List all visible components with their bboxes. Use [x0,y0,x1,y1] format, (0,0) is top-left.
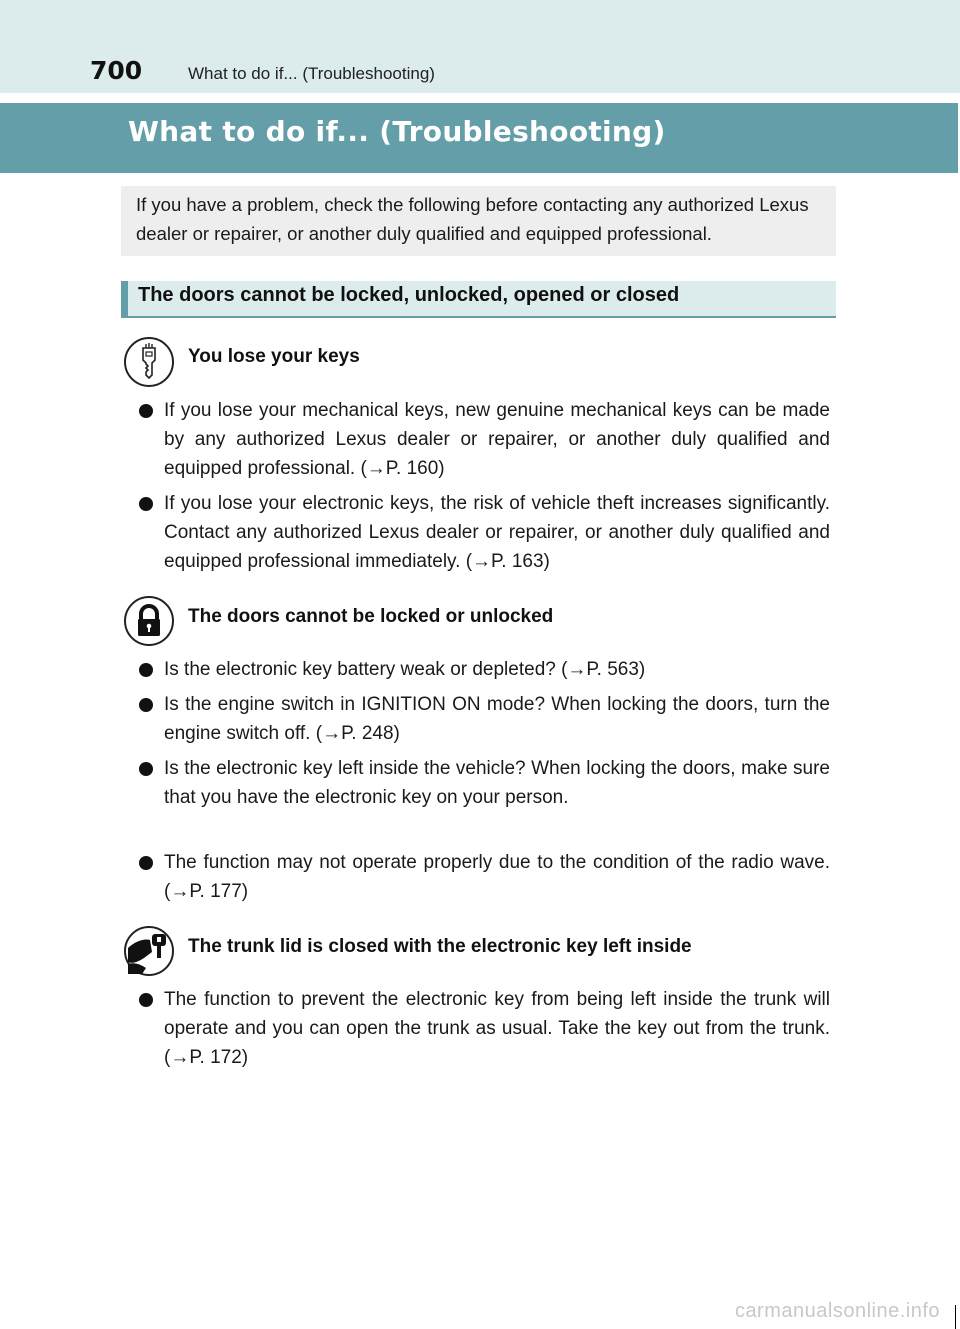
bullet-icon [139,762,153,776]
list-item: Is the electronic key left inside the vehicle? When locking the doors, make sure that you have the electronic key on your person. [164,758,830,808]
list-item: Is the electronic key battery weak or depleted? (→P. 563) [164,659,646,680]
page-title: What to do if... (Troubleshooting) [128,115,666,148]
bullet-icon [139,497,153,511]
bullet-icon [139,698,153,712]
section-heading: The doors cannot be locked, unlocked, opened or closed [138,284,680,306]
bullet-icon [139,993,153,1007]
subheading-trunk-key: The trunk lid is closed with the electronic key left inside [188,936,692,957]
padlock-icon [124,596,174,646]
running-title: What to do if... (Troubleshooting) [188,64,435,83]
header-band [0,0,960,93]
list-item: If you lose your electronic keys, the risk of vehicle theft increases significantly. Contact any authorized Lexus dealer or repairer, or another duly qualified and equipped professional immediately. (→P. 163) [164,493,830,572]
list-item: The function may not operate properly due to the condition of the radio wave. (→P. 177) [164,852,830,902]
bullet-icon [139,404,153,418]
subheading-lose-keys: You lose your keys [188,346,360,367]
watermark: carmanualsonline.info [734,1300,940,1322]
trunk-key-icon [124,926,174,976]
list-item: Is the engine switch in IGNITION ON mode? When locking the doors, turn the engine switch off. (→P. 248) [164,694,830,744]
bullet-icon [139,663,153,677]
subheading-doors-locked: The doors cannot be locked or unlocked [188,606,554,627]
key-icon [124,337,174,387]
crop-mark [955,1305,956,1329]
page-number: 700 [90,56,143,85]
bullet-icon [139,856,153,870]
list-item: The function to prevent the electronic key from being left inside the trunk will operate and you can open the trunk as usual. Take the key out from the trunk. (→P. 172) [164,989,830,1068]
section-heading-accent [121,281,128,318]
intro-text: If you have a problem, check the following before contacting any authorized Lexus dealer or repairer, or another duly qualified and equipped professional. [136,194,809,244]
list-item: If you lose your mechanical keys, new genuine mechanical keys can be made by any authorized Lexus dealer or repairer, or another duly qualified and equipped professional. (→P. 160) [164,400,830,479]
